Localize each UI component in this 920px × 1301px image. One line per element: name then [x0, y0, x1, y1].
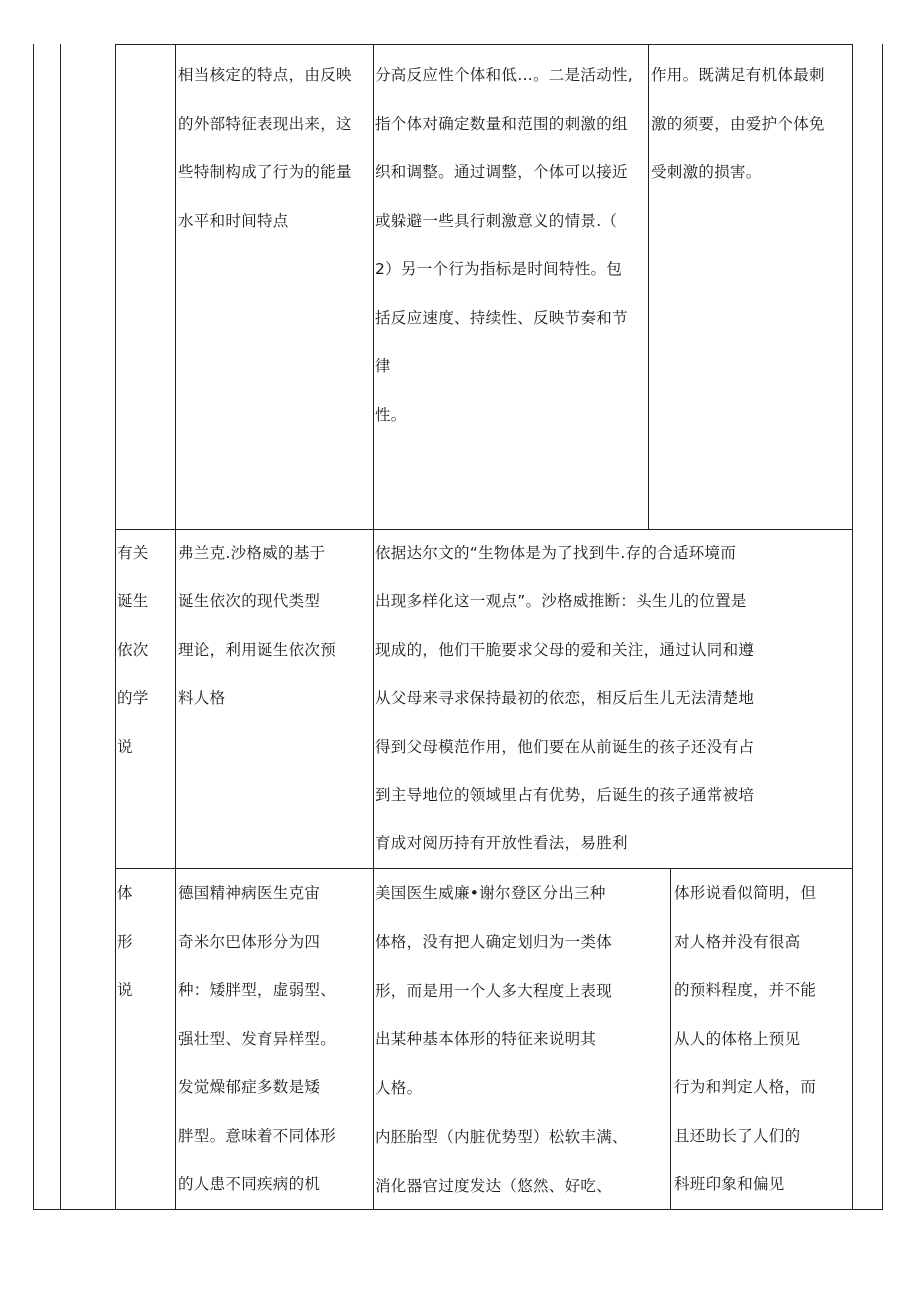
text-line: 人格。	[375, 1079, 423, 1098]
text-line: 依据达尔文的“生物体是为了找到牛.存的合适环境而	[375, 544, 737, 562]
column-rule-4-top	[648, 44, 649, 529]
column-rule-3	[373, 44, 374, 1210]
text-line: 的外部特征表现出来，这	[178, 114, 352, 133]
text-line: 括反应速度、持续性、反映节奏和节	[375, 308, 628, 327]
text-line: 消化器官过度发达（悠然、好吃、	[375, 1176, 613, 1195]
text-line: 从人的体格上预见	[674, 1029, 801, 1048]
text-line: 律	[375, 357, 391, 375]
text-line: 的人患不同疾病的机	[178, 1175, 321, 1193]
text-line: 说	[117, 737, 133, 756]
text-line: 体形说看似简明，但	[674, 884, 817, 902]
trait-description-cell	[375, 51, 647, 439]
text-line: 得到父母模范作用，他们要在从前诞生的孩子还没有占	[375, 737, 755, 756]
body-type-description-cell	[375, 869, 669, 1211]
text-line: 德国精神病医生克宙	[178, 884, 321, 902]
text-line: 奇米尔巴体形分为四	[178, 932, 321, 951]
trait-definition-cell	[178, 51, 372, 245]
body-type-definition-cell	[178, 869, 372, 1209]
body-type-evaluation-cell	[674, 869, 851, 1209]
table-border-right-inner	[852, 44, 853, 1210]
row-rule-top	[115, 44, 853, 45]
text-line: 诞生	[117, 592, 149, 611]
text-line: 育成对阅历持有开放性看法，易胜利	[375, 834, 628, 853]
body-type-theory-name-cell	[117, 869, 174, 1015]
text-line: 或躲避一些具行刺激意义的情景.（	[375, 211, 618, 230]
text-line: 有关	[117, 544, 149, 562]
text-line: 种：矮胖型，虚弱型、	[178, 981, 337, 999]
text-line: 对人格并没有很高	[674, 932, 801, 951]
text-line: 性。	[375, 405, 407, 424]
text-line: 指个体对确定数量和范围的刺激的组	[375, 114, 628, 133]
text-line: 分高反应性个体和低…。二是活动性,	[375, 66, 634, 84]
table-border-right-outer	[882, 44, 883, 1210]
trait-evaluation-cell	[651, 51, 851, 197]
text-line: 美国医生威廉•谢尔登区分出三种	[375, 884, 606, 902]
text-line: 受刺激的损害。	[651, 163, 762, 181]
text-line: 诞生依次的现代类型	[178, 592, 321, 611]
text-line: 胖型。意味着不同体形	[178, 1126, 337, 1145]
text-line: 体	[117, 884, 133, 902]
text-line: 料人格	[178, 689, 226, 708]
column-rule-2	[175, 44, 176, 1210]
text-line: 2）另一个行为指标是时间特性。包	[375, 260, 623, 278]
column-rule-1	[115, 44, 116, 1210]
text-line: 科班印象和偏见	[674, 1175, 785, 1193]
text-line: 激的须要，由爱护个体免	[651, 114, 825, 133]
table-border-left-inner	[60, 44, 61, 1210]
text-line: 从父母来寻求保持最初的依恋，相反后生儿无法清楚地	[375, 689, 755, 708]
text-line: 弗兰克.沙格威的基于	[178, 544, 326, 562]
text-line: 形	[117, 932, 133, 951]
text-line: 相当核定的特点，由反映	[178, 66, 352, 84]
birth-order-description-cell	[375, 529, 851, 868]
text-line: 说	[117, 981, 133, 999]
text-line: 行为和判定人格，而	[674, 1078, 817, 1096]
text-line: 依次	[117, 640, 149, 659]
table-border-left-outer	[33, 44, 34, 1210]
text-line: 些特制构成了行为的能量	[178, 163, 352, 181]
text-line: 体格，没有把人确定划归为一类体	[375, 932, 613, 951]
birth-order-definition-cell	[178, 529, 372, 723]
column-rule-4-bottom	[670, 868, 671, 1210]
text-line: 织和调整。通过调整，个体可以接近	[375, 163, 628, 181]
text-line: 强壮型、发育异样型。	[178, 1029, 337, 1048]
text-line: 的预料程度，并不能	[674, 981, 817, 999]
text-line: 的学	[117, 689, 149, 708]
text-line: 发觉燥郁症多数是矮	[178, 1078, 321, 1096]
text-line: 且还助长了人们的	[674, 1126, 801, 1145]
text-line: 水平和时间特点	[178, 211, 289, 230]
birth-order-theory-name-cell	[117, 529, 174, 771]
text-line: 到主导地位的领域里占有优势，后诞生的孩子通常被培	[375, 785, 755, 804]
text-line: 内胚胎型（内脏优势型）松软丰满、	[375, 1127, 628, 1146]
text-line: 理论，利用诞生依次预	[178, 640, 337, 659]
text-line: 现成的，他们干脆要求父母的爱和关注，通过认同和遵	[375, 640, 755, 659]
text-line: 形，而是用一个人多大程度上表现	[375, 981, 613, 1000]
text-line: 出现多样化这一观点”。沙格威推断：头生儿的位置是	[375, 592, 747, 611]
text-line: 出某种基本体形的特征来说明其	[375, 1030, 597, 1049]
text-line: 作用。既满足有机体最刺	[651, 66, 825, 84]
